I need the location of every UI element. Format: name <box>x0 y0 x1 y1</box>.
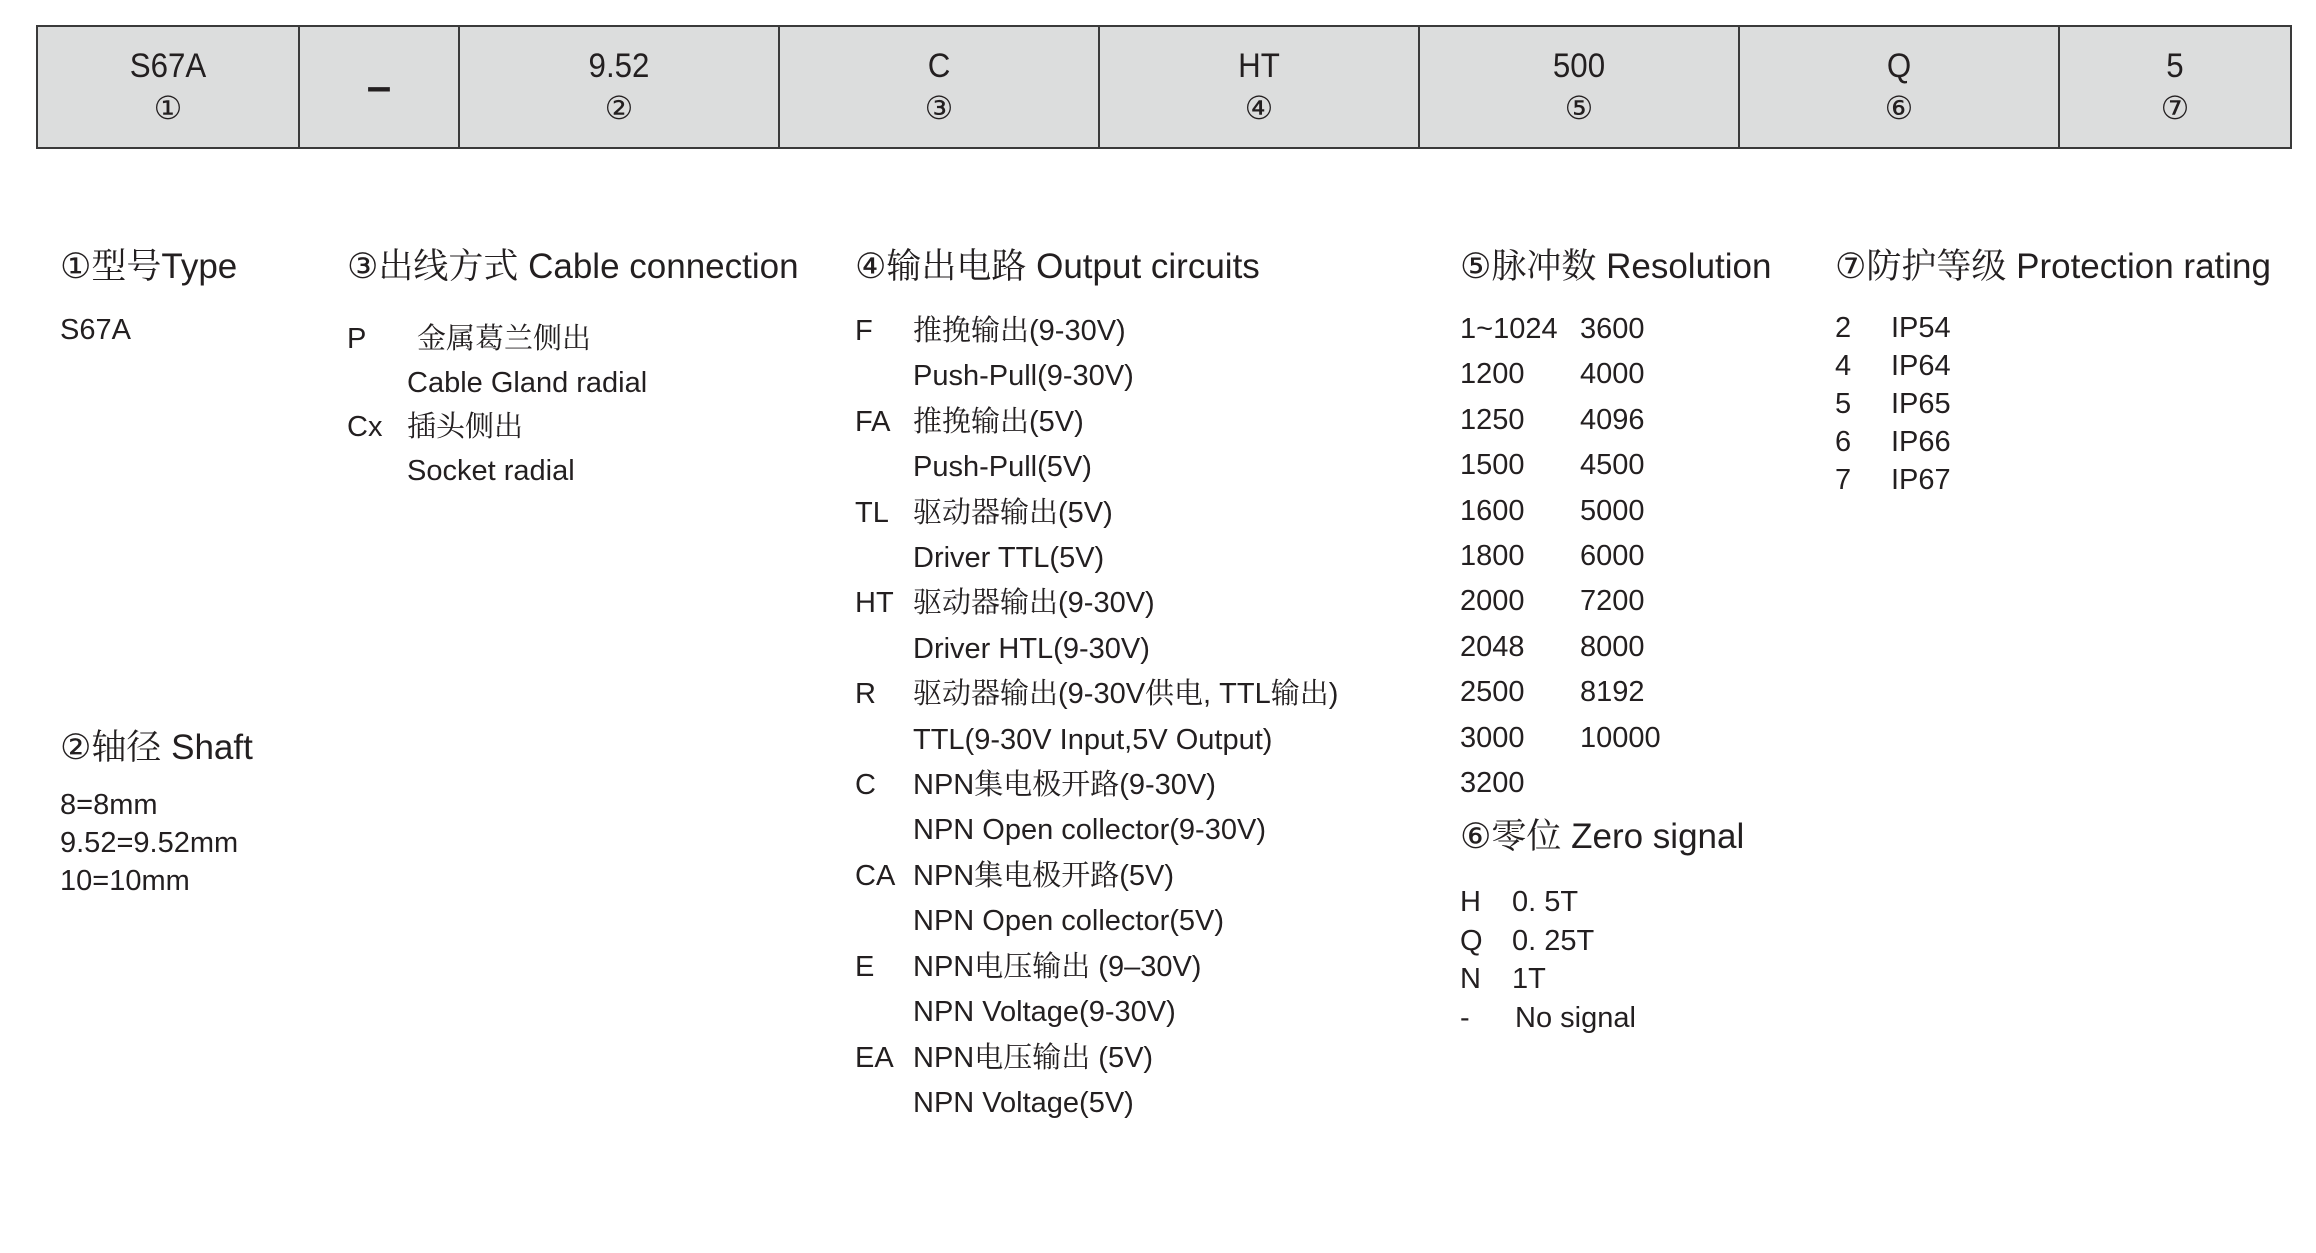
zero-code: - <box>1460 1001 1470 1034</box>
order-code-table <box>36 25 2292 149</box>
type-value: S67A <box>60 314 131 346</box>
output-code: CA <box>855 859 896 892</box>
shaft-list <box>60 786 253 900</box>
list-item <box>1835 423 2271 461</box>
code-value: Q <box>1886 47 1912 85</box>
resolution-value: 2500 <box>1460 676 1525 709</box>
resolution-value: 1600 <box>1460 494 1525 527</box>
shaft-section <box>60 726 253 900</box>
list-item <box>855 491 1338 536</box>
output-code: F <box>855 315 873 347</box>
resolution-value: 1250 <box>1460 403 1525 436</box>
cable-section <box>347 245 799 491</box>
code-cell-resolution <box>1419 26 1739 148</box>
code-index: ② <box>604 90 634 126</box>
list-item <box>1460 883 1744 922</box>
code-cell-zero <box>1739 26 2059 148</box>
output-code: TL <box>855 496 889 529</box>
table-row <box>1460 398 1771 443</box>
zero-value: 0. 5T <box>1512 886 1579 918</box>
cable-heading: ③出线方式 Cable connection <box>347 247 799 286</box>
resolution-value: 2000 <box>1460 585 1525 618</box>
protection-value: IP67 <box>1891 464 1951 496</box>
resolution-section <box>1460 245 1771 806</box>
code-value: 9.52 <box>588 47 650 85</box>
output-desc-en: NPN Open collector(5V) <box>913 905 1225 938</box>
table-row <box>1460 761 1771 806</box>
table-row <box>1460 352 1771 397</box>
code-index: ⑦ <box>2160 90 2190 126</box>
output-list <box>855 309 1338 1126</box>
list-item <box>1460 922 1744 961</box>
output-code: E <box>855 950 875 983</box>
list-item <box>1835 309 2271 347</box>
resolution-value: 7200 <box>1580 585 1645 618</box>
output-code: FA <box>855 405 891 438</box>
cable-desc-cn: 插头侧出 <box>407 411 524 443</box>
code-value: 500 <box>1552 47 1606 85</box>
output-code: R <box>855 678 876 711</box>
output-desc-cn: 驱动器输出(5V) <box>913 496 1113 529</box>
code-index: ③ <box>924 90 954 126</box>
shaft-heading: ②轴径 Shaft <box>60 728 253 767</box>
zero-code: N <box>1460 963 1481 995</box>
table-row <box>1460 534 1771 579</box>
zero-signal-heading: ⑥零位 Zero signal <box>1460 817 1745 856</box>
cable-desc-cn: 金属葛兰侧出 <box>417 323 592 355</box>
code-value: 5 <box>2166 47 2184 85</box>
output-desc-cn: 驱动器输出(9-30V) <box>913 587 1155 620</box>
protection-value: IP64 <box>1891 350 1951 382</box>
list-item <box>1835 347 2271 385</box>
output-code: EA <box>855 1041 894 1074</box>
cable-code: P <box>347 323 367 355</box>
code-index: ⑥ <box>1884 90 1914 126</box>
resolution-value: 1~1024 <box>1460 313 1558 345</box>
resolution-value: 3200 <box>1460 767 1525 800</box>
output-code: HT <box>855 587 894 620</box>
zero-value: No signal <box>1515 1001 1636 1034</box>
list-item <box>1835 385 2271 423</box>
protection-section <box>1835 245 2271 499</box>
code-value: S67A <box>129 47 207 85</box>
table-row <box>1460 307 1771 352</box>
code-cell-output <box>1099 26 1419 148</box>
resolution-value: 6000 <box>1580 540 1645 573</box>
list-item <box>1835 461 2271 499</box>
list-item <box>855 581 1338 626</box>
resolution-value: 1500 <box>1460 449 1525 482</box>
output-desc-en: Driver HTL(9-30V) <box>913 632 1150 665</box>
code-index: ① <box>153 90 183 126</box>
code-value: HT <box>1238 47 1280 85</box>
zero-value: 1T <box>1512 963 1546 995</box>
resolution-value: 3000 <box>1460 721 1525 754</box>
code-cell-separator <box>299 26 459 148</box>
type-section <box>60 245 237 349</box>
code-index: ④ <box>1244 90 1274 126</box>
cable-desc-en: Socket radial <box>407 455 575 487</box>
resolution-value: 5000 <box>1580 494 1645 527</box>
zero-value: 0. 25T <box>1512 924 1595 957</box>
zero-code: Q <box>1460 924 1483 957</box>
resolution-value: 4500 <box>1580 449 1645 482</box>
protection-heading: ⑦防护等级 Protection rating <box>1835 247 2271 286</box>
resolution-value: 8192 <box>1580 676 1645 709</box>
list-item <box>347 403 799 451</box>
output-desc-en: Push-Pull(5V) <box>913 451 1092 484</box>
table-row <box>1460 579 1771 624</box>
output-desc-cn: 推挽输出(5V) <box>913 405 1084 438</box>
output-desc-en: TTL(9-30V Input,5V Output) <box>913 723 1273 756</box>
resolution-grid <box>1460 307 1771 806</box>
output-desc-en: Push-Pull(9-30V) <box>913 360 1134 393</box>
resolution-value: 4096 <box>1580 403 1645 436</box>
resolution-value: 3600 <box>1580 313 1645 345</box>
table-row <box>1460 489 1771 534</box>
protection-code: 5 <box>1835 388 1852 420</box>
list-item <box>855 854 1338 899</box>
output-desc-en: Driver TTL(5V) <box>913 542 1105 575</box>
cable-desc-en: Cable Gland radial <box>407 367 648 399</box>
protection-code: 7 <box>1835 464 1852 496</box>
resolution-value: 8000 <box>1580 630 1645 663</box>
cable-list <box>347 315 799 491</box>
output-desc-cn: NPN集电极开路(9-30V) <box>913 769 1216 802</box>
resolution-value: 4000 <box>1580 358 1645 391</box>
list-item <box>855 672 1338 717</box>
output-heading: ④输出电路 Output circuits <box>855 247 1260 286</box>
protection-value: IP54 <box>1891 312 1951 344</box>
list-item <box>347 315 799 363</box>
shaft-item: 10=10mm <box>60 865 190 897</box>
output-desc-cn: 推挽输出(9-30V) <box>913 315 1126 347</box>
output-desc-en: NPN Open collector(9-30V) <box>913 814 1266 847</box>
output-desc-cn: NPN集电极开路(5V) <box>913 859 1175 892</box>
code-cell-cable <box>779 26 1099 148</box>
resolution-value: 2048 <box>1460 630 1525 663</box>
resolution-heading: ⑤脉冲数 Resolution <box>1460 247 1772 286</box>
code-cell-type <box>37 26 299 148</box>
code-index: ⑤ <box>1564 90 1594 126</box>
list-item <box>1460 999 1744 1038</box>
protection-value: IP66 <box>1891 426 1951 458</box>
output-desc-en: NPN Voltage(5V) <box>913 1086 1134 1119</box>
shaft-item: 9.52=9.52mm <box>60 827 239 859</box>
list-item <box>1460 960 1744 999</box>
list-item <box>855 763 1338 808</box>
resolution-value: 1800 <box>1460 540 1525 573</box>
zero-code: H <box>1460 886 1481 918</box>
output-section <box>855 245 1338 1126</box>
table-row <box>1460 670 1771 715</box>
code-cell-shaft <box>459 26 779 148</box>
shaft-item: 8=8mm <box>60 789 158 821</box>
zero-signal-section <box>1460 815 1744 1037</box>
list-item <box>855 945 1338 990</box>
protection-value: IP65 <box>1891 388 1951 420</box>
output-desc-cn: NPN电压输出 (9–30V) <box>913 950 1202 983</box>
code-separator: – <box>366 62 392 111</box>
cable-code: Cx <box>347 411 383 443</box>
output-code: C <box>855 769 876 802</box>
protection-code: 6 <box>1835 426 1852 458</box>
protection-code: 4 <box>1835 350 1852 382</box>
code-value: C <box>927 47 951 85</box>
list-item <box>855 400 1338 445</box>
zero-signal-list <box>1460 883 1744 1037</box>
list-item <box>855 1036 1338 1081</box>
table-row <box>1460 716 1771 761</box>
table-row <box>1460 443 1771 488</box>
table-row <box>1460 625 1771 670</box>
protection-list <box>1835 309 2271 499</box>
output-desc-cn: NPN电压输出 (5V) <box>913 1041 1154 1074</box>
protection-code: 2 <box>1835 312 1852 344</box>
list-item <box>855 309 1338 354</box>
resolution-value: 10000 <box>1580 721 1661 754</box>
resolution-value: 1200 <box>1460 358 1525 391</box>
output-desc-en: NPN Voltage(9-30V) <box>913 996 1176 1029</box>
code-cell-protection <box>2059 26 2291 148</box>
output-desc-cn: 驱动器输出(9-30V供电, TTL输出) <box>913 678 1339 711</box>
type-heading: ①型号Type <box>60 247 238 286</box>
